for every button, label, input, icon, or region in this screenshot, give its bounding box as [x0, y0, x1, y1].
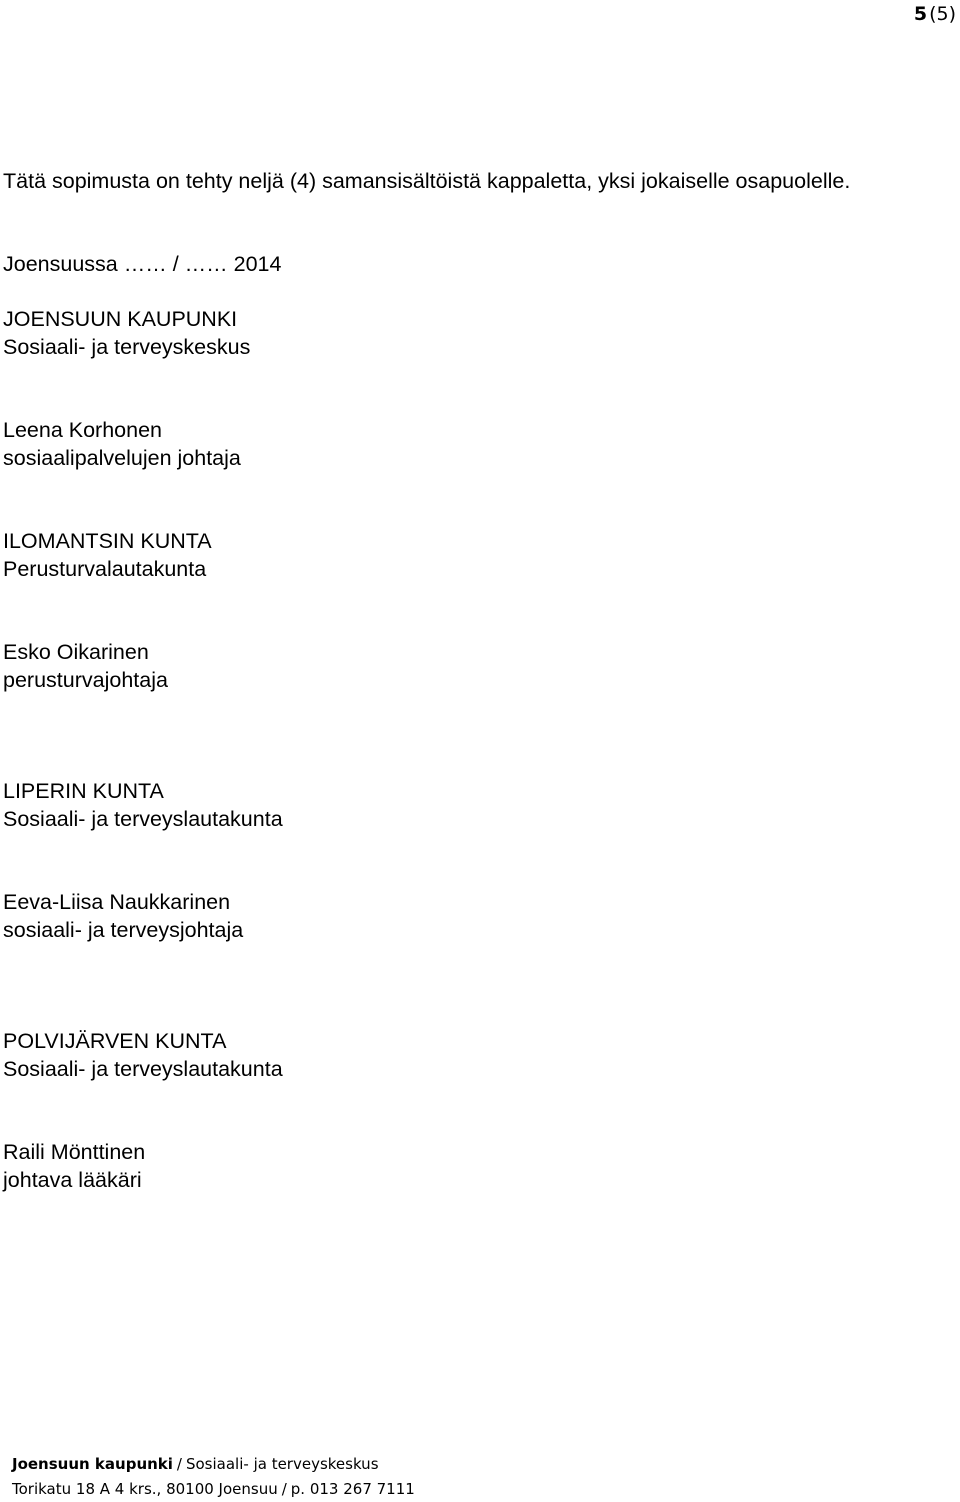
- place-date-line: Joensuussa …… / …… 2014: [3, 252, 282, 276]
- signatory-organization: POLVIJÄRVEN KUNTA: [3, 1029, 227, 1053]
- footer-address: Torikatu 18 A 4 krs., 80100 Joensuu: [12, 1480, 278, 1498]
- signatory-title: johtava lääkäri: [3, 1168, 142, 1192]
- signatory-organization: LIPERIN KUNTA: [3, 779, 164, 803]
- signatory-title: perusturvajohtaja: [3, 668, 168, 692]
- signatory-title: sosiaali- ja terveysjohtaja: [3, 918, 244, 942]
- footer-line-2: [12, 1477, 415, 1502]
- page-number-current: 5: [913, 3, 928, 25]
- signatory-name: Eeva-Liisa Naukkarinen: [3, 890, 231, 914]
- footer-unit: Sosiaali- ja terveyskeskus: [185, 1455, 379, 1473]
- page-footer: [12, 1452, 415, 1502]
- footer-phone: p. 013 267 7111: [290, 1480, 415, 1498]
- signatory-unit: Sosiaali- ja terveyskeskus: [3, 335, 251, 359]
- footer-separator: /: [281, 1480, 287, 1498]
- signatory-name: Raili Mönttinen: [3, 1140, 146, 1164]
- signatory-unit: Sosiaali- ja terveyslautakunta: [3, 1057, 283, 1081]
- signatory-unit: Perusturvalautakunta: [3, 557, 207, 581]
- footer-separator: /: [176, 1455, 182, 1473]
- footer-organization: Joensuun kaupunki: [12, 1455, 173, 1473]
- signatory-organization: JOENSUUN KAUPUNKI: [3, 307, 238, 331]
- footer-line-1: [12, 1452, 415, 1477]
- page-number-total: (5): [929, 3, 956, 25]
- signatory-name: Leena Korhonen: [3, 418, 163, 442]
- page-number: [914, 2, 956, 26]
- signatory-unit: Sosiaali- ja terveyslautakunta: [3, 807, 283, 831]
- signatory-name: Esko Oikarinen: [3, 640, 149, 664]
- signatory-title: sosiaalipalvelujen johtaja: [3, 446, 241, 470]
- copies-statement: Tätä sopimusta on tehty neljä (4) samansisältöistä kappaletta, yksi jokaiselle osapuolelle.: [3, 169, 851, 193]
- signatory-organization: ILOMANTSIN KUNTA: [3, 529, 212, 553]
